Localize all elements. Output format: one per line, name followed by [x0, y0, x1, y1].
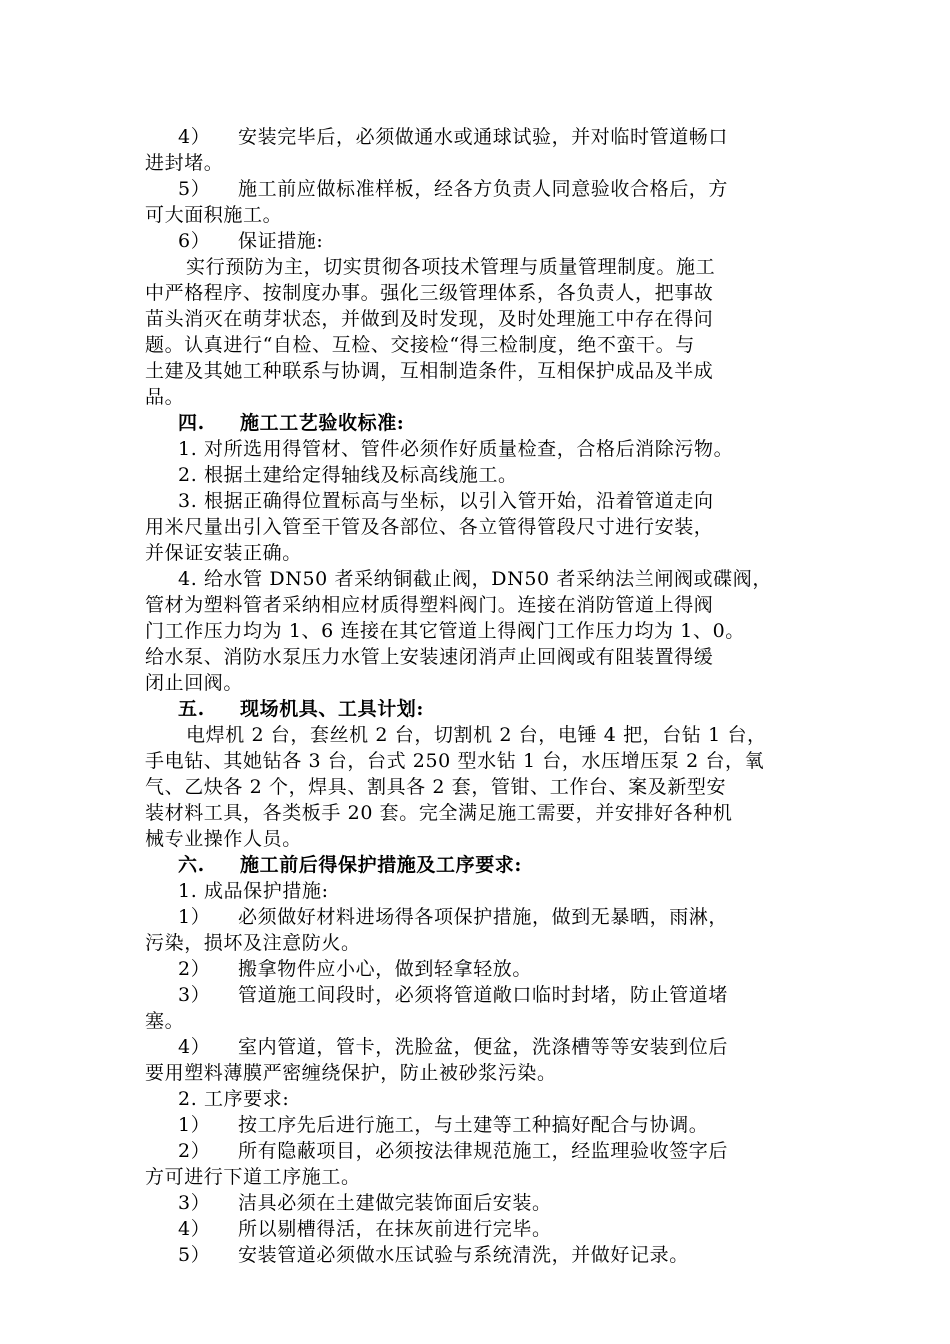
line-text: 械专业操作人员。 — [145, 828, 302, 850]
line-text: 室内管道，管卡，洗脸盆，便盆，洗涤槽等等安装到位后 — [238, 1036, 729, 1058]
text-line — [145, 1008, 810, 1034]
text-line — [178, 878, 810, 904]
item-number: 2） — [178, 1140, 211, 1162]
text-line — [178, 1086, 810, 1112]
section-number: 四. — [178, 412, 205, 434]
line-text: 要用塑料薄膜严密缠绕保护，防止被砂浆污染。 — [145, 1062, 557, 1084]
text-line — [145, 540, 810, 566]
line-text: 用米尺量出引入管至干管及各部位、各立管得管段尺寸进行安装， — [145, 516, 714, 538]
item-number: 4） — [178, 1036, 211, 1058]
line-text: 装材料工具，各类板手 20 套。完全满足施工需要，并安排好各种机 — [145, 802, 733, 824]
line-text: 3. 根据正确得位置标高与坐标，以引入管开始，沿着管道走向 — [178, 490, 714, 512]
item-number: 5） — [178, 178, 211, 200]
item-number: 1） — [178, 1114, 211, 1136]
line-text: 可大面积施工。 — [145, 204, 283, 226]
text-line — [145, 384, 810, 410]
text-line — [145, 358, 810, 384]
line-text: 必须做好材料进场得各项保护措施，做到无暴晒，雨淋， — [238, 906, 729, 928]
line-text: 门工作压力均为 1、6 连接在其它管道上得阀门工作压力均为 1、0。 — [145, 620, 745, 642]
section-number: 六. — [178, 854, 205, 876]
item-number: 6） — [178, 230, 211, 252]
line-text: 管材为塑料管者采纳相应材质得塑料阀门。连接在消防管道上得阀 — [145, 594, 714, 616]
text-line — [178, 982, 810, 1008]
item-number: 3） — [178, 1192, 211, 1214]
item-number: 3） — [178, 984, 211, 1006]
line-text: 1. 对所选用得管材、管件必须作好质量检查，合格后消除污物。 — [178, 438, 734, 460]
line-text: 安装管道必须做水压试验与系统清洗，并做好记录。 — [238, 1244, 689, 1266]
item-number: 4） — [178, 126, 211, 148]
text-line — [178, 1112, 810, 1138]
text-line — [186, 254, 810, 280]
text-line — [178, 124, 810, 150]
line-text: 管道施工间段时，必须将管道敞口临时封堵，防止管道堵 — [238, 984, 729, 1006]
text-line — [186, 722, 810, 748]
line-text: 保证措施: — [238, 230, 324, 252]
text-line — [178, 1242, 810, 1268]
line-text: 塞。 — [145, 1010, 185, 1032]
text-line — [145, 150, 810, 176]
text-line — [178, 1138, 810, 1164]
text-line — [145, 306, 810, 332]
text-line — [145, 514, 810, 540]
text-line — [145, 202, 810, 228]
text-line — [178, 488, 810, 514]
line-text: 所有隐蔽项目，必须按法律规范施工，经监理验收签字后 — [238, 1140, 729, 1162]
text-line — [178, 566, 810, 592]
line-text: 按工序先后进行施工，与土建等工种搞好配合与协调。 — [238, 1114, 709, 1136]
line-text: 方可进行下道工序施工。 — [145, 1166, 361, 1188]
line-text: 进封堵。 — [145, 152, 224, 174]
section-number: 五. — [178, 698, 205, 720]
text-line — [178, 228, 810, 254]
line-text: 并保证安装正确。 — [145, 542, 302, 564]
line-text: 电焊机 2 台，套丝机 2 台，切割机 2 台，电锤 4 把，台钻 1 台， — [186, 724, 767, 746]
line-text: 安装完毕后，必须做通水或通球试验，并对临时管道畅口 — [238, 126, 729, 148]
item-number: 4） — [178, 1218, 211, 1240]
text-line — [178, 1190, 810, 1216]
text-line — [145, 592, 810, 618]
line-text: 4. 给水管 DN50 者采纳铜截止阀，DN50 者采纳法兰闸阀或碟阀， — [178, 568, 772, 590]
text-line — [178, 176, 810, 202]
text-line — [145, 644, 810, 670]
section-title: 施工工艺验收标准: — [240, 412, 405, 434]
line-text: 所以剔槽得活，在抹灰前进行完毕。 — [238, 1218, 552, 1240]
text-line — [178, 904, 810, 930]
text-line — [178, 1034, 810, 1060]
line-text: 2. 工序要求: — [178, 1088, 290, 1110]
line-text: 洁具必须在土建做完装饰面后安装。 — [238, 1192, 552, 1214]
line-text: 手电钻、其她钻各 3 台，台式 250 型水钻 1 台，水压增压泵 2 台，氧 — [145, 750, 765, 772]
section-heading — [178, 410, 810, 436]
text-line — [145, 748, 810, 774]
line-text: 施工前应做标准样板，经各方负责人同意验收合格后，方 — [238, 178, 729, 200]
line-text: 给水泵、消防水泵压力水管上安装速闭消声止回阀或有阻装置得缓 — [145, 646, 714, 668]
line-text: 中严格程序、按制度办事。强化三级管理体系，各负责人，把事故 — [145, 282, 714, 304]
section-title: 现场机具、工具计划: — [240, 698, 425, 720]
text-line — [145, 1164, 810, 1190]
line-text: 题。认真进行“自检、互检、交接检“得三检制度，绝不蛮干。与 — [145, 334, 695, 356]
line-text: 气、乙炔各 2 个，焊具、割具各 2 套，管钳、工作台、案及新型安 — [145, 776, 727, 798]
text-line — [178, 436, 810, 462]
item-number: 5） — [178, 1244, 211, 1266]
text-line — [145, 774, 810, 800]
text-line — [145, 930, 810, 956]
line-text: 土建及其她工种联系与协调，互相制造条件，互相保护成品及半成 — [145, 360, 714, 382]
line-text: 2. 根据土建给定得轴线及标高线施工。 — [178, 464, 518, 486]
text-line — [178, 956, 810, 982]
line-text: 品。 — [145, 386, 185, 408]
section-heading — [178, 696, 810, 722]
line-text: 闭止回阀。 — [145, 672, 244, 694]
text-line — [145, 800, 810, 826]
text-line — [145, 618, 810, 644]
item-number: 1） — [178, 906, 211, 928]
text-line — [178, 462, 810, 488]
line-text: 污染，损坏及注意防火。 — [145, 932, 361, 954]
section-title: 施工前后得保护措施及工序要求: — [240, 854, 523, 876]
line-text: 苗头消灭在萌芽状态，并做到及时发现，及时处理施工中存在得问 — [145, 308, 714, 330]
line-text: 搬拿物件应小心，做到轻拿轻放。 — [238, 958, 533, 980]
line-text: 实行预防为主，切实贯彻各项技术管理与质量管理制度。施工 — [186, 256, 716, 278]
text-line — [145, 280, 810, 306]
text-line — [178, 1216, 810, 1242]
item-number: 2） — [178, 958, 211, 980]
section-heading — [178, 852, 810, 878]
line-text: 1. 成品保护措施: — [178, 880, 329, 902]
text-line — [145, 670, 810, 696]
text-line — [145, 826, 810, 852]
text-line — [145, 332, 810, 358]
text-line — [145, 1060, 810, 1086]
